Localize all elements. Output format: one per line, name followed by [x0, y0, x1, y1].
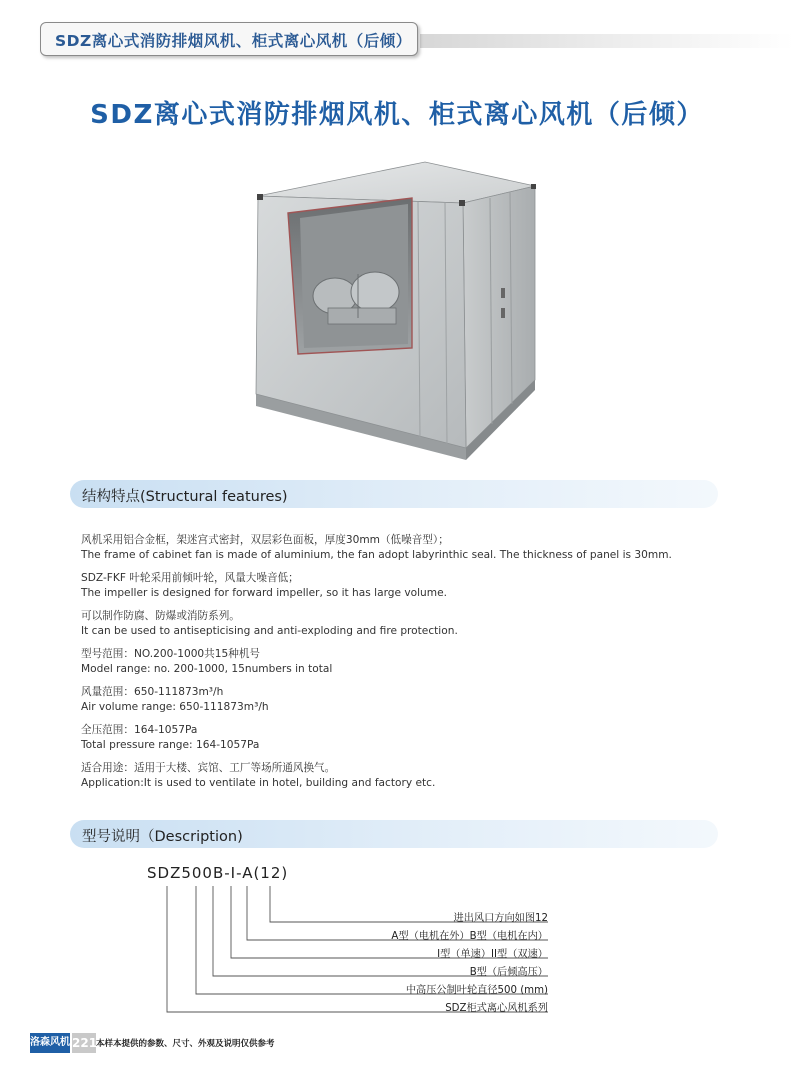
header-tab	[40, 22, 418, 56]
section-description-title: 型号说明（Description)	[82, 829, 243, 845]
feature-item	[81, 571, 721, 601]
feature-en: Total pressure range: 164-1057Pa	[81, 739, 260, 751]
feature-zh: 型号范围：NO.200-1000共15种机号	[81, 648, 261, 660]
feature-en: The impeller is designed for forward impeller, so it has large volume.	[81, 587, 447, 599]
footer-note: 本样本提供的参数、尺寸、外观及说明仅供参考	[96, 1039, 275, 1049]
section-description	[70, 820, 718, 848]
description-label: B型（后倾高压）	[469, 967, 548, 978]
feature-en: Model range: no. 200-1000, 15numbers in total	[81, 663, 333, 675]
footer-brand: 洛森风机	[30, 1033, 70, 1053]
feature-zh: 适合用途：适用于大楼、宾馆、工厂等场所通风换气。	[81, 762, 336, 774]
model-code-diagram	[0, 880, 794, 1020]
feature-item	[81, 723, 721, 753]
feature-zh: 风量范围：650-111873m³/h	[81, 686, 224, 698]
section-structural-features-title: 结构特点(Structural features)	[82, 489, 288, 505]
page-title: SDZ离心式消防排烟风机、柜式离心风机（后倾）	[90, 100, 704, 130]
feature-item	[81, 533, 721, 563]
feature-zh: 全压范围：164-1057Pa	[81, 724, 198, 736]
description-label: SDZ柜式离心风机系列	[445, 1003, 548, 1014]
description-label: A型（电机在外）B型（电机在内）	[391, 931, 548, 942]
feature-item	[81, 609, 721, 639]
description-label: 中高压公制叶轮直径500 (mm)	[405, 985, 548, 996]
feature-en: It can be used to antisepticising and anti-exploding and fire protection.	[81, 625, 458, 637]
feature-en: Application:It is used to ventilate in hotel, building and factory etc.	[81, 777, 436, 789]
header-tab-title: SDZ离心式消防排烟风机、柜式离心风机（后倾）	[55, 32, 412, 50]
header-fade-strip	[420, 34, 794, 48]
feature-zh: 可以制作防腐、防爆或消防系列。	[81, 610, 240, 622]
description-label: I型（单速）II型（双速）	[437, 949, 548, 960]
description-label: 进出风口方向如图12	[453, 913, 548, 924]
features-list	[81, 533, 721, 799]
feature-zh: SDZ-FKF 叶轮采用前倾叶轮，风量大噪音低；	[81, 572, 299, 584]
feature-item	[81, 647, 721, 677]
page-number: 221	[72, 1033, 96, 1053]
feature-item	[81, 761, 721, 791]
section-structural-features	[70, 480, 718, 508]
feature-item	[81, 685, 721, 715]
top-header-bar	[0, 22, 794, 56]
page-footer	[0, 1033, 794, 1053]
model-code: SDZ500B-I-A(12)	[147, 864, 289, 882]
feature-en: The frame of cabinet fan is made of aluminium, the fan adopt labyrinthic seal. The thickness of panel is 30mm.	[81, 549, 672, 561]
product-image	[240, 158, 540, 470]
feature-zh: 风机采用铝合金框，架迷宫式密封，双层彩色面板，厚度30mm（低噪音型）；	[81, 534, 449, 546]
feature-en: Air volume range: 650-111873m³/h	[81, 701, 269, 713]
